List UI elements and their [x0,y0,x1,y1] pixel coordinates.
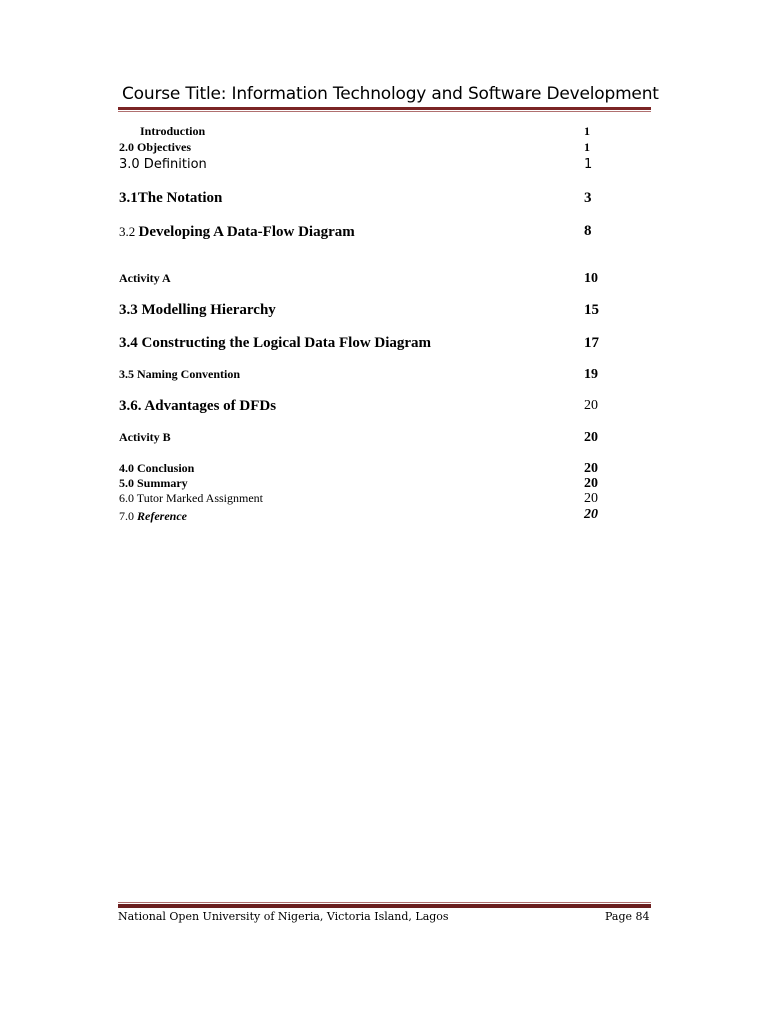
toc-label-prefix: 3.2 [119,224,139,239]
toc-label: Reference [137,509,187,523]
toc-page-number: 20 [584,507,598,522]
toc-label-wrap [119,223,355,241]
toc-page-number: 20 [584,398,598,413]
toc-page-number: 1 [584,157,593,172]
header-rule [118,107,651,110]
toc-label: 6.0 Tutor Marked Assignment [119,491,264,505]
toc-label: 5.0 Summary [119,476,188,490]
toc-page-number: 3 [584,190,592,206]
toc-label: 3.6. Advantages of DFDs [119,398,277,414]
toc-page-number: 1 [584,124,590,138]
footer-rule-thin [118,902,651,903]
toc-row-notation [0,190,768,210]
toc-label: 4.0 Conclusion [119,461,195,475]
toc-row-developing [0,223,768,243]
toc-label: 3.3 Modelling Hierarchy [119,302,276,318]
toc-row-reference [0,507,768,527]
header-rule-thin [118,111,651,112]
toc-row-modelling [0,302,768,322]
toc-page-number: 1 [584,140,590,154]
toc-page-number: 20 [584,461,598,476]
toc-label: Activity B [119,430,171,444]
toc-page-number: 19 [584,367,598,382]
toc-page-number: 15 [584,302,599,318]
toc-label: 3.0 Definition [119,157,207,172]
toc-label: 3.1The Notation [119,190,223,206]
toc-page-number: 17 [584,335,599,351]
toc-page-number: 20 [584,430,598,445]
toc-page-number: 20 [584,491,598,506]
toc-label: 3.5 Naming Convention [119,367,241,381]
toc-row-constructing [0,335,768,355]
toc-label-prefix: 7.0 [119,509,137,523]
toc-label: Activity A [119,271,171,285]
toc-row-definition [0,157,768,177]
toc-row-naming [0,367,768,387]
toc-page-number: 20 [584,476,598,491]
footer-page-number: Page 84 [605,910,650,923]
toc-label: Introduction [140,124,206,138]
toc-page-number: 10 [584,271,598,286]
toc-page-number: 8 [584,223,592,239]
toc-row-advantages [0,398,768,418]
toc-label-wrap [119,507,187,525]
toc-label: 2.0 Objectives [119,140,191,154]
footer-rule [118,904,651,908]
toc-row-activity-a [0,271,768,291]
toc-label: 3.4 Constructing the Logical Data Flow Diagram [119,335,432,351]
course-title: Course Title: Information Technology and Software Development [122,84,659,104]
toc-row-activity-b [0,430,768,450]
footer-institution: National Open University of Nigeria, Victoria Island, Lagos [118,910,449,923]
toc-label: Developing A Data-Flow Diagram [138,224,355,240]
